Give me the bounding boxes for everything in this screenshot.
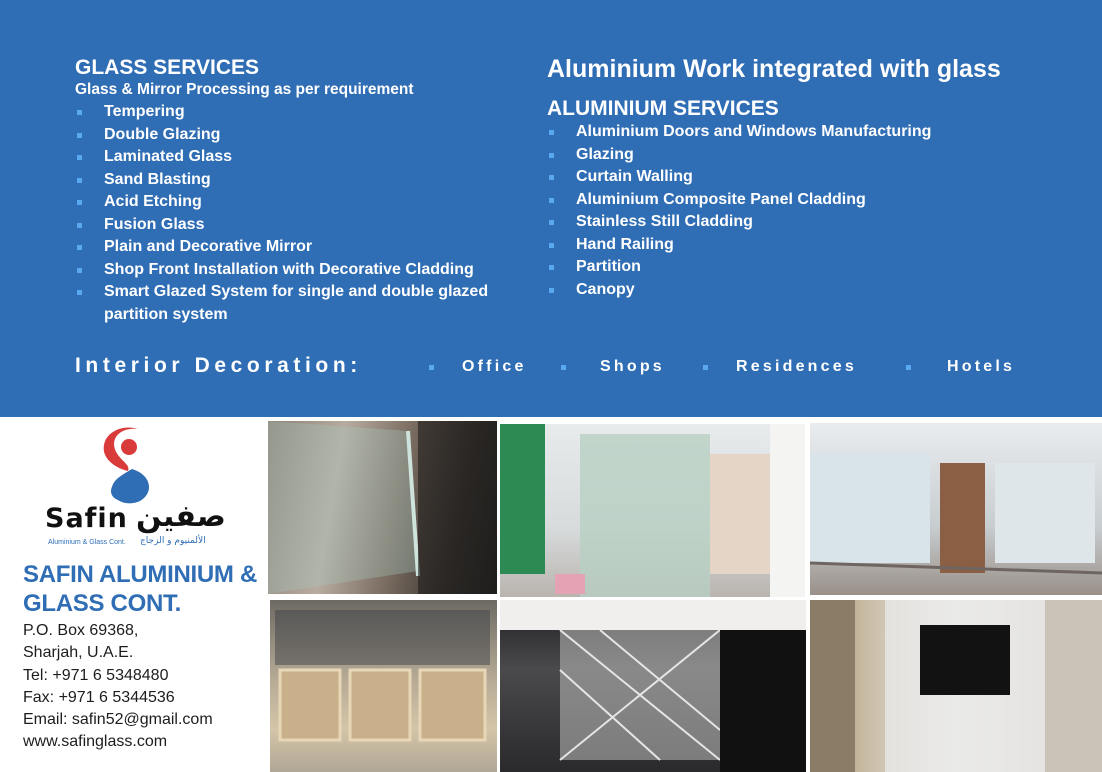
photo-glass-table-graphic (268, 421, 497, 594)
fax: Fax: +971 6 5344536 (23, 688, 175, 706)
list-item: Smart Glazed System for single and double glazed partition system (75, 281, 535, 326)
list-item: Fusion Glass (75, 214, 535, 237)
list-item: Canopy (547, 279, 1067, 302)
photo-office-partition-graphic (810, 423, 1102, 595)
bullet-icon (549, 153, 554, 158)
bullet-icon (549, 288, 554, 293)
interior-item-office: Office (462, 358, 527, 375)
photo-glass-table (268, 421, 497, 594)
bullet-icon (906, 365, 911, 370)
photo-mirror-wall-graphic (500, 600, 806, 772)
company-name-line1: SAFIN ALUMINIUM & (23, 561, 257, 588)
photo-glass-partition (500, 424, 805, 597)
list-item: Glazing (547, 144, 1067, 167)
bullet-icon (77, 155, 82, 160)
list-item: Stainless Still Cladding (547, 211, 1067, 234)
glass-services-column (75, 56, 535, 326)
bullet-icon (77, 200, 82, 205)
bullet-icon (77, 290, 82, 295)
list-item: Laminated Glass (75, 146, 535, 169)
logo-tagline: Aluminium & Glass Cont. (48, 539, 126, 546)
list-item: Aluminium Doors and Windows Manufacturing (547, 121, 1067, 144)
telephone: Tel: +971 6 5348480 (23, 666, 169, 684)
photo-mirror-wall (500, 600, 806, 772)
photo-glass-partition-graphic (500, 424, 805, 597)
logo-latin-text: Safin (45, 503, 128, 534)
interior-decoration-label: Interior Decoration: (75, 354, 362, 377)
list-item: Double Glazing (75, 124, 535, 147)
bullet-icon (549, 175, 554, 180)
bullet-icon (549, 265, 554, 270)
bullet-icon (77, 110, 82, 115)
aluminium-services-heading: ALUMINIUM SERVICES (547, 97, 779, 120)
photo-tv-wall-graphic (810, 600, 1102, 772)
city: Sharjah, U.A.E. (23, 644, 134, 662)
email[interactable]: Email: safin52@gmail.com (23, 711, 213, 729)
aluminium-services-list (547, 121, 1067, 301)
glass-services-list (75, 101, 535, 326)
bullet-icon (77, 245, 82, 250)
glass-services-heading: GLASS SERVICES (75, 56, 259, 79)
list-item: Plain and Decorative Mirror (75, 236, 535, 259)
photo-display-cabinet (270, 600, 497, 772)
bullet-icon (549, 130, 554, 135)
company-name-line2: GLASS CONT. (23, 590, 182, 617)
bullet-icon (77, 178, 82, 183)
interior-item-residences: Residences (736, 358, 857, 375)
photo-office-partition (810, 423, 1102, 595)
list-item: Acid Etching (75, 191, 535, 214)
glass-services-subheading: Glass & Mirror Processing as per requirement (75, 81, 414, 98)
interior-decoration-row (75, 352, 1035, 380)
company-logo (40, 425, 230, 553)
bullet-icon (77, 268, 82, 273)
logo-arabic-text: صفين (136, 499, 226, 534)
bullet-icon (77, 223, 82, 228)
list-item: Sand Blasting (75, 169, 535, 192)
interior-item-hotels: Hotels (947, 358, 1016, 375)
bullet-icon (549, 243, 554, 248)
aluminium-tagline: Aluminium Work integrated with glass (547, 55, 1001, 83)
photo-tv-wall (810, 600, 1102, 772)
bullet-icon (549, 220, 554, 225)
list-item: Hand Railing (547, 234, 1067, 257)
logo-tagline-arabic: الألمنيوم و الزجاج (140, 536, 206, 546)
list-item: Shop Front Installation with Decorative Cladding (75, 259, 535, 282)
bullet-icon (703, 365, 708, 370)
contact-block (23, 560, 263, 754)
interior-item-shops: Shops (600, 358, 665, 375)
list-item: Partition (547, 256, 1067, 279)
bullet-icon (77, 133, 82, 138)
aluminium-services-column (547, 54, 1067, 301)
pobox: P.O. Box 69368, (23, 622, 139, 639)
bullet-icon (549, 198, 554, 203)
list-item: Aluminium Composite Panel Cladding (547, 189, 1067, 212)
photo-display-cabinet-graphic (270, 600, 497, 772)
list-item: Curtain Walling (547, 166, 1067, 189)
list-item: Tempering (75, 101, 535, 124)
bullet-icon (561, 365, 566, 370)
website[interactable]: www.safinglass.com (23, 733, 168, 751)
bullet-icon (429, 365, 434, 370)
